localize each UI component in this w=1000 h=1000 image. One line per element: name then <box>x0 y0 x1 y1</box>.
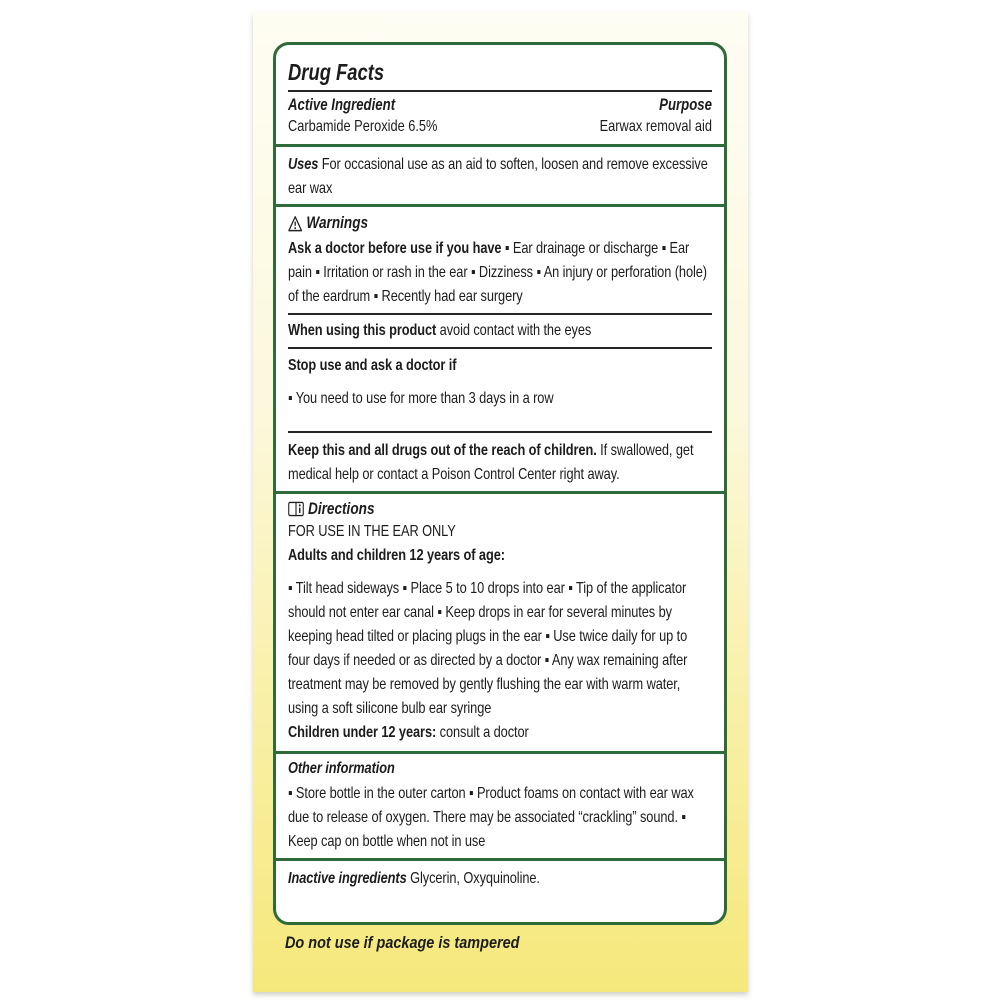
active-ingredient-value: Carbamide Peroxide 6.5% <box>288 118 438 135</box>
ingredient-purpose-values <box>288 116 712 138</box>
directions-header-row <box>288 498 712 520</box>
when-using-lead: When using this product <box>288 322 437 339</box>
title-divider <box>288 90 712 92</box>
keep-out-lead: Keep this and all drugs out of the reach of children. <box>288 442 597 459</box>
when-using-paragraph <box>288 319 712 343</box>
section-divider <box>276 858 724 861</box>
keep-out-paragraph <box>288 439 712 487</box>
subsection-divider <box>288 347 712 349</box>
when-using-text: avoid contact with the eyes <box>436 322 592 339</box>
adults-line: Adults and children 12 years of age: <box>288 547 505 564</box>
inactive-ingredients-line <box>288 867 712 891</box>
ingredient-purpose-headers <box>288 94 712 116</box>
stop-use-bullet: ▪ You need to use for more than 3 days in a row <box>288 390 554 407</box>
uses-header: Uses <box>288 156 319 173</box>
section-divider <box>276 491 724 494</box>
stop-use-header: Stop use and ask a doctor if <box>288 357 457 374</box>
directions-bullets: ▪ Tilt head sideways ▪ Place 5 to 10 drops into ear ▪ Tip of the applicator should not enter ear canal ▪ Keep drops in ear for several minutes by keeping head tilted or placing plugs in the ear ▪ Use twice daily for up to four days if needed or as directed by a doctor ▪ Any wax remaining after treatment may be removed by gently flushing the ear with warm water, using a soft silicone bulb ear syringe <box>288 580 688 717</box>
active-ingredient-header: Active Ingredient <box>288 96 396 114</box>
section-divider <box>276 751 724 754</box>
children-text: consult a doctor <box>436 724 529 741</box>
section-divider <box>276 204 724 207</box>
uses-text: For occasional use as an aid to soften, loosen and remove excessive ear wax <box>288 156 708 197</box>
subsection-divider <box>288 431 712 433</box>
subsection-divider <box>288 313 712 315</box>
inactive-ingredients-header: Inactive ingredients <box>288 870 407 887</box>
other-information-header: Other information <box>288 760 395 777</box>
drug-facts-title: Drug Facts <box>288 59 385 85</box>
other-information-text: ▪ Store bottle in the outer carton ▪ Product foams on contact with ear wax due to release of oxygen. There may be associated “crackling” sound. ▪ Keep cap on bottle when not in use <box>288 785 694 850</box>
warnings-header-row <box>288 212 712 234</box>
ask-doctor-lead: Ask a doctor before use if you have <box>288 240 502 257</box>
leaflet-info-icon <box>288 501 304 517</box>
keep-out-text: If swallowed, get medical help or contact a Poison Control Center right away. <box>288 442 694 483</box>
uses-section <box>288 153 712 201</box>
drug-facts-label <box>273 42 727 925</box>
children-line <box>288 721 712 745</box>
children-lead: Children under 12 years: <box>288 724 437 741</box>
inactive-ingredients-value: Glycerin, Oxyquinoline. <box>410 870 540 887</box>
tamper-warning-text: Do not use if package is tampered <box>285 933 520 952</box>
warning-triangle-icon <box>288 215 302 232</box>
ask-doctor-list: ▪ Ear drainage or discharge ▪ Ear pain ▪ Irritation or rash in the ear ▪ Dizziness ▪ An injury or perforation (hole) of the eardrum ▪ Recently had ear surgery <box>288 240 707 305</box>
purpose-value: Earwax removal aid <box>599 118 712 135</box>
for-use-line: FOR USE IN THE EAR ONLY <box>288 523 456 540</box>
product-carton-back <box>253 12 748 992</box>
directions-header: Directions <box>308 499 375 518</box>
purpose-header: Purpose <box>659 96 712 114</box>
section-divider <box>276 144 724 147</box>
ask-doctor-paragraph <box>288 237 712 309</box>
warnings-header: Warnings <box>306 213 369 232</box>
